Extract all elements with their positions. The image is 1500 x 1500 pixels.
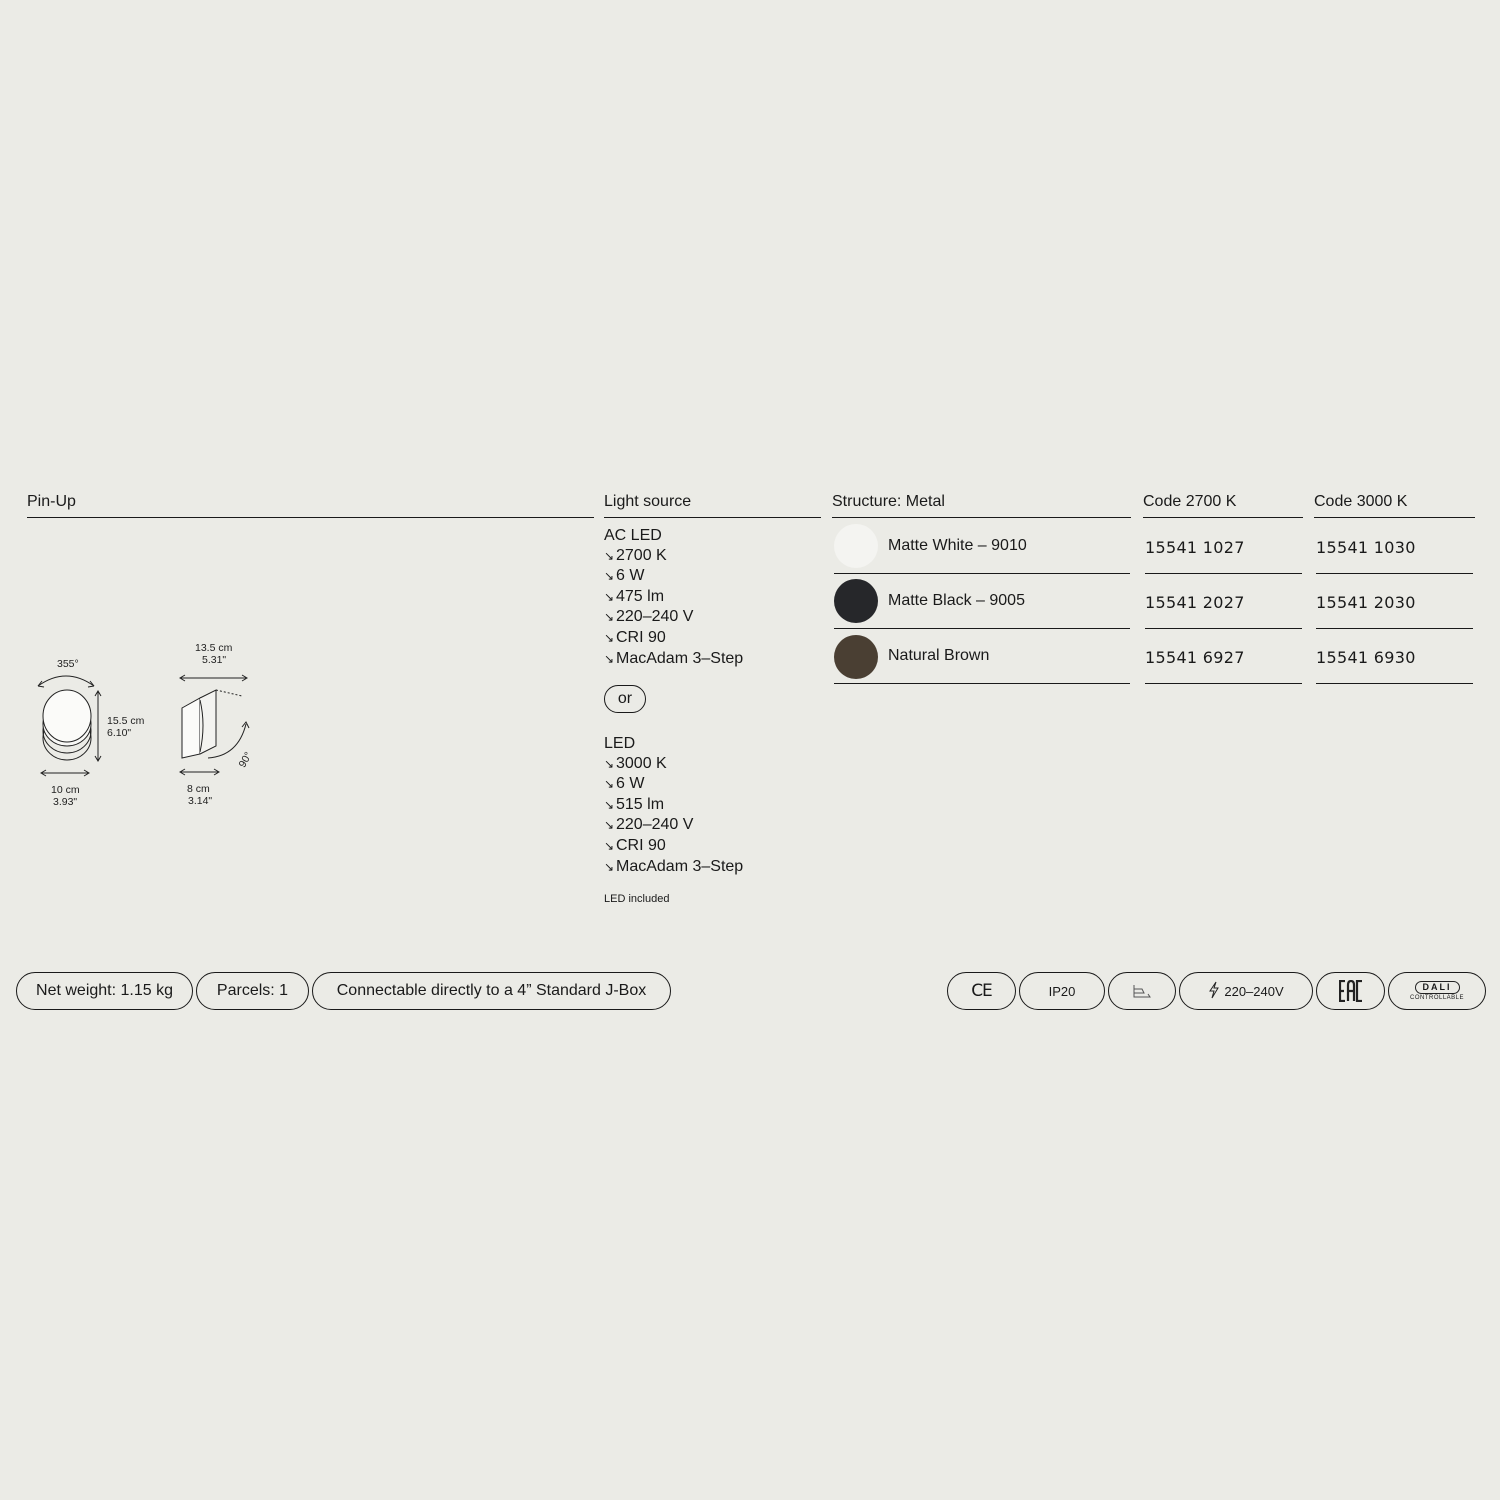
- structure-header: Structure: Metal: [832, 493, 945, 510]
- arrow-down-right-icon: ↘: [604, 548, 615, 563]
- or-badge: or: [604, 685, 646, 713]
- divider: [27, 517, 594, 518]
- code-3000-value: 15541 1030: [1316, 538, 1416, 557]
- spec-value: MacAdam 3–Step: [616, 649, 744, 667]
- width-in-label: 3.93": [53, 796, 78, 808]
- row-divider: [1145, 628, 1302, 629]
- voltage-label: 220–240V: [1224, 983, 1284, 999]
- option-b-title: LED: [604, 735, 636, 752]
- code-3000-value: 15541 6930: [1316, 648, 1416, 667]
- lightning-icon: [1208, 981, 1222, 1002]
- depth-cm-label: 8 cm: [187, 783, 210, 795]
- finish-name: Matte White – 9010: [888, 537, 1027, 554]
- spec-value: MacAdam 3–Step: [616, 857, 744, 875]
- light-source-option-a: [604, 526, 743, 669]
- ce-mark-icon: CE: [947, 972, 1016, 1010]
- code-2700-header: Code 2700 K: [1143, 493, 1237, 510]
- height-cm-label: 15.5 cm: [107, 715, 145, 727]
- swatch-matte-white: [834, 524, 878, 568]
- arrow-down-right-icon: ↘: [604, 610, 615, 625]
- led-included-note: LED included: [604, 893, 670, 905]
- arrow-down-right-icon: ↘: [604, 651, 615, 666]
- spec-value: CRI 90: [616, 628, 666, 646]
- swatch-matte-black: [834, 579, 878, 623]
- code-2700-value: 15541 2027: [1145, 593, 1245, 612]
- spec-value: 3000 K: [616, 754, 667, 772]
- code-3000-header: Code 3000 K: [1314, 493, 1408, 510]
- spec-value: 515 lm: [616, 795, 665, 813]
- net-weight-pill: Net weight: 1.15 kg: [16, 972, 193, 1010]
- spec-value: 220–240 V: [616, 608, 694, 626]
- projection-in-label: 5.31": [202, 654, 227, 666]
- code-3000-value: 15541 2030: [1316, 593, 1416, 612]
- finish-name: Matte Black – 9005: [888, 592, 1025, 609]
- dali-controllable: CONTROLLABLE: [1409, 995, 1464, 1001]
- divider: [1314, 517, 1475, 518]
- arrow-down-right-icon: ↘: [604, 797, 615, 812]
- row-divider: [1316, 573, 1473, 574]
- spec-value: 2700 K: [616, 546, 667, 564]
- arrow-down-right-icon: ↘: [604, 818, 615, 833]
- spec-value: CRI 90: [616, 836, 666, 854]
- row-divider: [1145, 573, 1302, 574]
- row-divider: [1316, 628, 1473, 629]
- swatch-natural-brown: [834, 635, 878, 679]
- arrow-down-right-icon: ↘: [604, 589, 615, 604]
- finish-name: Natural Brown: [888, 647, 990, 664]
- code-2700-value: 15541 6927: [1145, 648, 1245, 667]
- arrow-down-right-icon: ↘: [604, 859, 615, 874]
- arrow-down-right-icon: ↘: [604, 777, 615, 792]
- divider: [604, 517, 821, 518]
- eac-mark-icon: [1316, 972, 1385, 1010]
- option-a-title: AC LED: [604, 527, 662, 544]
- product-name: Pin-Up: [27, 493, 76, 510]
- divider: [1143, 517, 1303, 518]
- surface-icon: [1132, 983, 1152, 999]
- code-2700-value: 15541 1027: [1145, 538, 1245, 557]
- technical-drawing: [20, 630, 270, 820]
- voltage-badge: [1179, 972, 1313, 1010]
- light-source-header: Light source: [604, 493, 692, 510]
- spec-value: 220–240 V: [616, 816, 694, 834]
- rotation-arc: [38, 676, 94, 686]
- mounting-surface-icon: [1108, 972, 1176, 1010]
- rotation-label: 355°: [57, 658, 79, 670]
- arrow-down-right-icon: ↘: [604, 756, 615, 771]
- dali-wordmark: DALI: [1415, 981, 1460, 994]
- arrow-down-right-icon: ↘: [604, 630, 615, 645]
- tilt-label: 90°: [236, 749, 255, 770]
- height-in-label: 6.10": [107, 727, 132, 739]
- arrow-down-right-icon: ↘: [604, 838, 615, 853]
- jbox-pill: Connectable directly to a 4” Standard J-Box: [312, 972, 671, 1010]
- row-divider: [1316, 683, 1473, 684]
- divider: [832, 517, 1131, 518]
- dali-logo-icon: [1388, 972, 1486, 1010]
- spec-value: 475 lm: [616, 587, 665, 605]
- row-divider: [1145, 683, 1302, 684]
- ip-rating-icon: IP20: [1019, 972, 1105, 1010]
- width-cm-label: 10 cm: [51, 784, 80, 796]
- arrow-down-right-icon: ↘: [604, 569, 615, 584]
- depth-in-label: 3.14": [188, 795, 213, 807]
- spec-value: 6 W: [616, 775, 645, 793]
- row-divider: [834, 628, 1130, 629]
- light-source-option-b: [604, 734, 743, 877]
- parcels-pill: Parcels: 1: [196, 972, 309, 1010]
- spec-value: 6 W: [616, 567, 645, 585]
- row-divider: [834, 573, 1130, 574]
- row-divider: [834, 683, 1130, 684]
- projection-cm-label: 13.5 cm: [195, 642, 233, 654]
